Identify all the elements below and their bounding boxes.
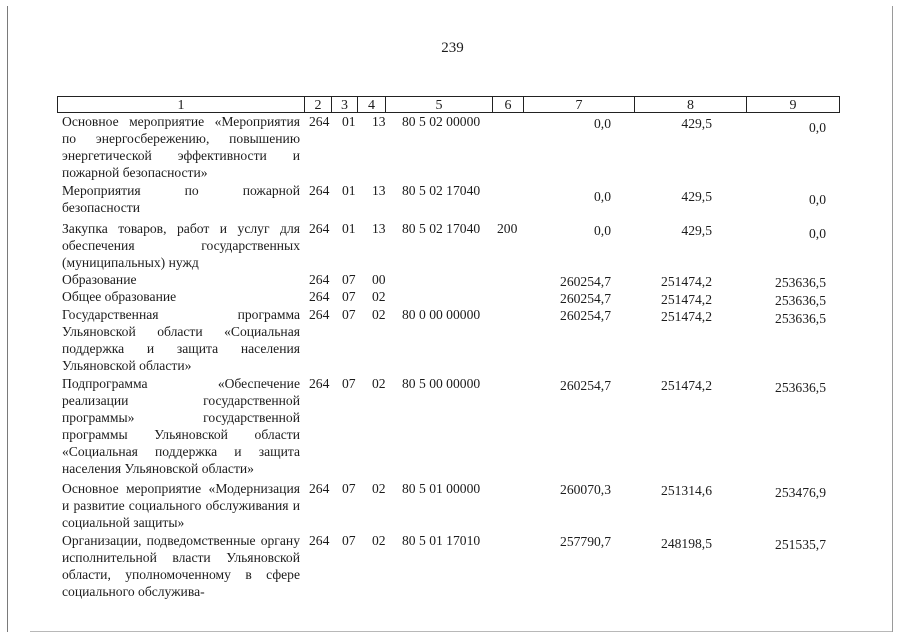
row-pr: 02 (372, 533, 386, 548)
row-pr: 02 (372, 289, 386, 304)
row-name: Образование (62, 272, 137, 287)
row-grbs: 264 (309, 376, 330, 391)
row-value-7: 260070,3 (560, 482, 611, 497)
row-grbs: 264 (309, 289, 330, 304)
row-vr: 200 (497, 221, 518, 236)
header-col-8: 8 (634, 96, 747, 113)
row-rz: 01 (342, 183, 356, 198)
row-grbs: 264 (309, 533, 330, 548)
row-csr: 80 5 02 00000 (402, 114, 481, 129)
row-grbs: 264 (309, 114, 330, 129)
row-name: Основное мероприятие «Мероприятия по энергосбережению, повышению энергетической эффективности и пожарной безопасности» (62, 114, 300, 180)
row-pr: 02 (372, 481, 386, 496)
row-name: Подпрограмма «Обеспечение реализации государственной программы» государственной программы Ульяновской области «Социальная поддержка и защита населения Ульяновской области» (62, 376, 300, 476)
row-csr: 80 5 00 00000 (402, 376, 481, 391)
header-col-2: 2 (304, 96, 332, 113)
row-grbs: 264 (309, 272, 330, 287)
row-value-7: 260254,7 (560, 274, 611, 289)
page-edge-right (892, 6, 893, 632)
header-col-1: 1 (57, 96, 305, 113)
row-value-8: 248198,5 (661, 536, 712, 551)
row-rz: 07 (342, 272, 356, 287)
row-rz: 07 (342, 376, 356, 391)
row-csr: 80 5 01 17010 (402, 533, 481, 548)
row-value-8: 251474,2 (661, 378, 712, 393)
row-grbs: 264 (309, 221, 330, 236)
row-value-7: 260254,7 (560, 378, 611, 393)
row-rz: 01 (342, 221, 356, 236)
header-col-6: 6 (492, 96, 524, 113)
row-value-9: 0,0 (809, 226, 826, 241)
row-grbs: 264 (309, 307, 330, 322)
row-rz: 07 (342, 481, 356, 496)
row-csr: 80 0 00 00000 (402, 307, 481, 322)
row-rz: 07 (342, 533, 356, 548)
row-value-9: 253636,5 (775, 275, 826, 290)
row-value-9: 253476,9 (775, 485, 826, 500)
row-name: Мероприятия по пожарной безопасности (62, 183, 300, 215)
row-value-7: 0,0 (594, 223, 611, 238)
row-value-7: 260254,7 (560, 291, 611, 306)
header-col-4: 4 (357, 96, 386, 113)
row-value-7: 257790,7 (560, 534, 611, 549)
row-pr: 02 (372, 376, 386, 391)
row-value-8: 429,5 (681, 116, 712, 131)
row-value-9: 251535,7 (775, 537, 826, 552)
row-pr: 13 (372, 221, 386, 236)
row-value-8: 251474,2 (661, 274, 712, 289)
row-name: Общее образование (62, 289, 177, 304)
row-rz: 07 (342, 307, 356, 322)
row-name: Закупка товаров, работ и услуг для обеспечения государственных (муниципальных) нужд (62, 221, 300, 270)
row-name: Государственная программа Ульяновской области «Социальная поддержка и защита населения Ульяновской области» (62, 307, 300, 373)
page-edge-left (7, 6, 8, 632)
row-value-8: 429,5 (681, 223, 712, 238)
row-value-8: 251474,2 (661, 309, 712, 324)
row-rz: 07 (342, 289, 356, 304)
row-csr: 80 5 01 00000 (402, 481, 481, 496)
row-value-8: 429,5 (681, 189, 712, 204)
header-col-7: 7 (523, 96, 635, 113)
row-pr: 02 (372, 307, 386, 322)
row-value-7: 0,0 (594, 189, 611, 204)
header-col-5: 5 (385, 96, 493, 113)
page-number: 239 (441, 40, 464, 56)
row-value-9: 0,0 (809, 192, 826, 207)
row-name: Основное мероприятие «Модернизация и развитие социального обслуживания и социальной защиты» (62, 481, 300, 530)
row-value-8: 251474,2 (661, 292, 712, 307)
row-value-9: 253636,5 (775, 380, 826, 395)
row-pr: 13 (372, 114, 386, 129)
row-pr: 00 (372, 272, 386, 287)
row-csr: 80 5 02 17040 (402, 221, 481, 236)
row-grbs: 264 (309, 481, 330, 496)
row-rz: 01 (342, 114, 356, 129)
header-col-3: 3 (331, 96, 358, 113)
row-value-7: 0,0 (594, 116, 611, 131)
row-grbs: 264 (309, 183, 330, 198)
row-value-9: 0,0 (809, 120, 826, 135)
row-csr: 80 5 02 17040 (402, 183, 481, 198)
row-value-9: 253636,5 (775, 293, 826, 308)
row-value-9: 253636,5 (775, 311, 826, 326)
row-pr: 13 (372, 183, 386, 198)
row-name: Организации, подведомственные органу исполнительной власти Ульяновской области, уполномоченному в сфере социального обслужива- (62, 533, 300, 599)
page-edge-bottom (30, 631, 892, 632)
row-value-7: 260254,7 (560, 308, 611, 323)
row-value-8: 251314,6 (661, 483, 712, 498)
header-col-9: 9 (746, 96, 840, 113)
